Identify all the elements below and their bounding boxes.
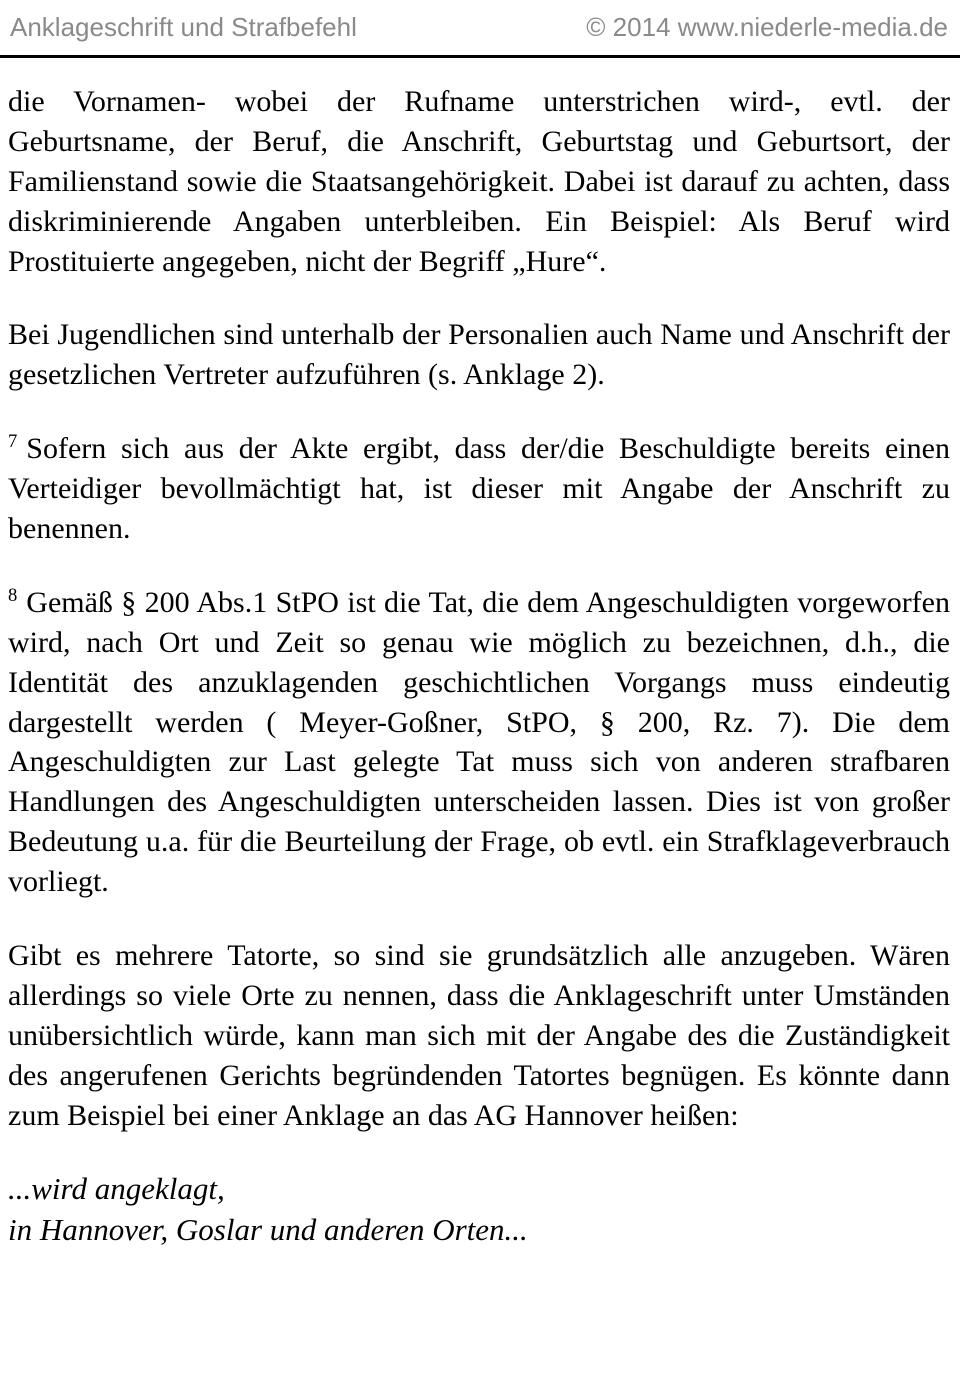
paragraph-text: Gibt es mehrere Tatorte, so sind sie grundsätzlich alle anzugeben. Wären allerdings so viele Orte zu nennen, dass die Anklageschrift unter Umständen unübersichtlich würde, kann man sich mit der Angabe des die Zuständigkeit des angerufenen Gerichts begründenden Tatortes begnügen. Es könnte dann zum Beispiel bei einer Anklage an das AG Hannover heißen: bbox=[8, 939, 950, 1132]
paragraph-text: Sofern sich aus der Akte ergibt, dass der/die Beschuldigte bereits einen Verteidiger bevollmächtigt hat, ist dieser mit Angabe der Anschrift zu benennen. bbox=[8, 432, 950, 546]
footnote-7-paragraph bbox=[8, 429, 950, 549]
indictment-example bbox=[8, 1169, 950, 1251]
juveniles-paragraph bbox=[8, 315, 950, 395]
paragraph-text: Gemäß § 200 Abs.1 StPO ist die Tat, die dem Angeschuldigten vorgeworfen wird, nach Ort und Zeit so genau wie möglich zu bezeichnen, d.h., die Identität des anzuklagenden geschichtlichen Vorgangs muss eindeutig dargestellt werden ( Meyer-Goßner, StPO, § 200, Rz. 7). Die dem Angeschuldigten zur Last gelegte Tat muss sich von anderen strafbaren Handlungen des Angeschuldigten unterscheiden lassen. Dies ist von großer Bedeutung u.a. für die Beurteilung der Frage, ob evtl. ein Strafklageverbrauch vorliegt. bbox=[8, 585, 950, 899]
document-body bbox=[8, 82, 950, 1251]
indictment-example-line: in Hannover, Goslar und anderen Orten... bbox=[8, 1212, 528, 1248]
header-divider bbox=[0, 55, 960, 58]
page-header bbox=[8, 6, 950, 55]
header-copyright: © 2014 www.niederle-media.de bbox=[586, 12, 948, 42]
header-title: Anklageschrift und Strafbefehl bbox=[10, 12, 357, 42]
paragraph-text: Bei Jugendlichen sind unterhalb der Personalien auch Name und Anschrift der gesetzlichen Vertreter aufzuführen (s. Anklage 2). bbox=[8, 318, 950, 392]
footnote-8-marker: 8 bbox=[8, 584, 18, 606]
paragraph-text: die Vornamen- wobei der Rufname unterstrichen wird-, evtl. der Geburtsname, der Beruf, die Anschrift, Geburtstag und Geburtsort, der Familienstand sowie die Staatsangehörigkeit. Dabei ist darauf zu achten, dass diskriminierende Angaben unterbleiben. Ein Beispiel: Als Beruf wird Prostituierte angegeben, nicht der Begriff „Hure“. bbox=[8, 85, 950, 278]
footnote-7-marker: 7 bbox=[8, 431, 18, 453]
crime-scenes-paragraph bbox=[8, 936, 950, 1135]
intro-paragraph bbox=[8, 82, 950, 281]
indictment-example-line: ...wird angeklagt, bbox=[8, 1171, 225, 1207]
footnote-8-paragraph bbox=[8, 583, 950, 902]
